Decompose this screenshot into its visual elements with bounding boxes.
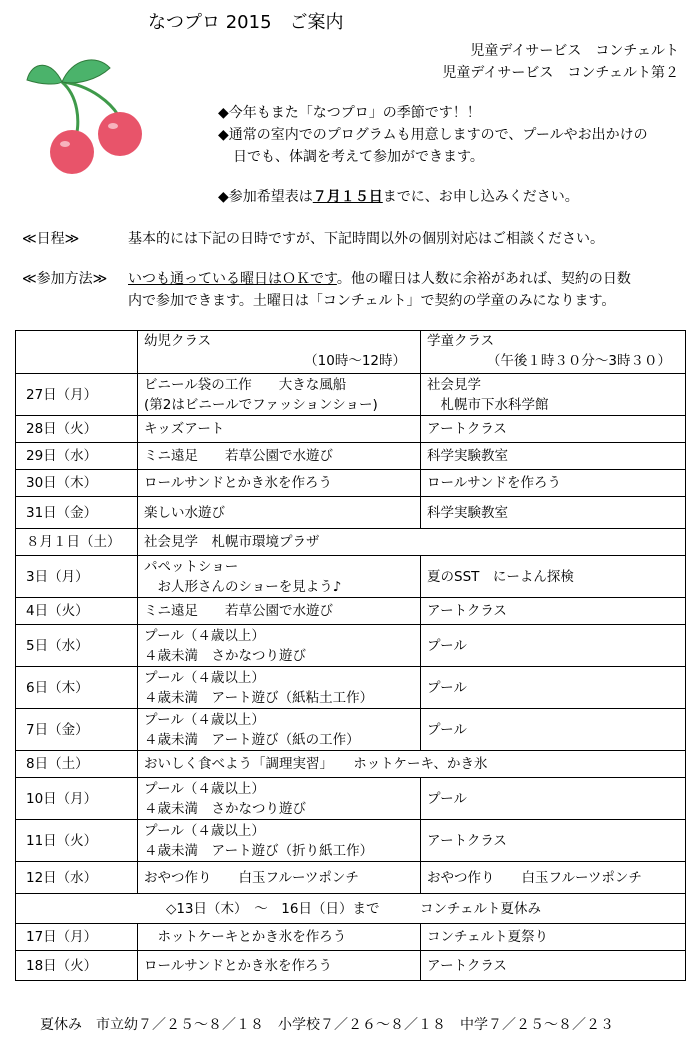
date-cell	[16, 556, 138, 598]
date-cell	[16, 497, 138, 529]
school-activity-cell	[421, 470, 686, 497]
infant-activity-cell	[138, 709, 421, 751]
notice-bullet-2-cont: 日でも、体調を考えて参加ができます。	[233, 149, 484, 165]
date-cell	[16, 443, 138, 470]
table-row	[16, 820, 686, 862]
infant-activity-cell-text: ４歳未満 アート遊び（紙の工作）	[144, 731, 360, 748]
school-activity-cell-text: アートクラス	[427, 603, 507, 619]
table-row	[16, 374, 686, 416]
school-activity-cell	[421, 625, 686, 667]
table-row	[16, 470, 686, 497]
header-infant: 幼児クラス	[144, 333, 212, 349]
infant-activity-cell-text: ミニ遠足 若草公園で水遊び	[144, 603, 333, 619]
table-row	[16, 894, 686, 924]
date-cell-text: 3日（月）	[26, 568, 89, 585]
infant-activity-cell	[138, 778, 421, 820]
infant-activity-cell-text: (第2はビニールでファッションショー)	[144, 396, 378, 413]
infant-activity-cell	[138, 951, 421, 981]
infant-activity-cell-text: ４歳未満 さかなつり遊び	[144, 647, 306, 664]
date-cell	[16, 470, 138, 497]
infant-activity-cell-text: ミニ遠足 若草公園で水遊び	[144, 448, 333, 464]
infant-activity-cell-text: ４歳未満 アート遊び（紙粘土工作）	[144, 689, 374, 706]
date-cell	[16, 374, 138, 416]
infant-activity-cell-text: ホットケーキとかき氷を作ろう	[144, 929, 347, 945]
date-cell-text: ８月１日（土）	[26, 534, 121, 550]
date-cell	[16, 778, 138, 820]
date-cell-text: 10日（月）	[26, 790, 98, 807]
cherry-illustration	[22, 50, 162, 180]
date-cell-text: 18日（火）	[26, 957, 98, 974]
table-row	[16, 529, 686, 556]
deadline-date: ７月１５日	[312, 189, 383, 205]
date-cell-text: 28日（火）	[26, 421, 98, 437]
participation-text-1	[128, 268, 631, 288]
deadline-post: までに、お申し込みください。	[382, 189, 579, 205]
school-activity-cell-text: プール	[427, 721, 467, 738]
table-header-row	[16, 331, 686, 374]
infant-activity-cell	[138, 443, 421, 470]
table-row	[16, 598, 686, 625]
schedule-label: ≪日程≫	[22, 231, 80, 247]
school-activity-cell-text: 科学実験教室	[427, 448, 508, 464]
table-row	[16, 625, 686, 667]
table-row	[16, 556, 686, 598]
school-activity-cell-text: アートクラス	[427, 421, 507, 437]
school-activity-cell-text: 札幌市下水科学館	[427, 396, 549, 413]
date-cell	[16, 820, 138, 862]
header-infant-time: （10時〜12時）	[304, 353, 406, 369]
header-infant-cell	[138, 331, 421, 374]
school-activity-cell	[421, 924, 686, 951]
infant-activity-cell	[138, 924, 421, 951]
date-cell-text: 7日（金）	[26, 721, 89, 738]
deadline-pre: ◆参加希望表は	[218, 189, 313, 205]
date-cell-text: 4日（火）	[26, 603, 89, 619]
date-cell	[16, 416, 138, 443]
notice-bullet-1: ◆今年もまた「なつプロ」の季節です！！	[218, 105, 481, 121]
date-cell-text: 27日（月）	[26, 386, 98, 403]
school-activity-cell	[421, 951, 686, 981]
school-activity-cell-text: 夏のSST にーよん探検	[427, 568, 574, 585]
table-row	[16, 951, 686, 981]
date-cell-text: 5日（水）	[26, 637, 89, 654]
school-activity-cell-text: プール	[427, 637, 467, 654]
infant-activity-cell-text: お人形さんのショーを見よう♪	[144, 578, 342, 595]
header-school-time: （午後１時３０分〜3時３０）	[486, 353, 671, 369]
schedule-table	[15, 330, 686, 981]
infant-activity-cell-text: ロールサンドとかき氷を作ろう	[144, 475, 333, 491]
school-activity-cell-text: 社会見学	[427, 376, 481, 393]
infant-activity-cell-text: ４歳未満 アート遊び（折り紙工作）	[144, 842, 374, 859]
schedule-text: 基本的には下記の日時ですが、下記時間以外の個別対応はご相談ください。	[128, 231, 604, 247]
infant-activity-cell-text: 楽しい水遊び	[144, 504, 225, 521]
joint-activity-cell-text: おいしく食べよう「調理実習」 ホットケーキ、かき氷	[144, 756, 488, 772]
school-activity-cell	[421, 374, 686, 416]
date-cell	[16, 862, 138, 894]
date-cell-text: 29日（水）	[26, 448, 98, 464]
infant-activity-cell-text: ビニール袋の工作 大きな風船	[144, 376, 347, 393]
infant-activity-cell	[138, 667, 421, 709]
date-cell-text: 6日（木）	[26, 679, 89, 696]
header-school-cell	[421, 331, 686, 374]
date-cell	[16, 951, 138, 981]
infant-activity-cell-text: プール（４歳以上）	[144, 669, 265, 686]
date-cell-text: 11日（火）	[26, 832, 98, 849]
page-title: なつプロ 2015 ご案内	[148, 12, 344, 33]
date-cell	[16, 667, 138, 709]
table-row	[16, 416, 686, 443]
joint-activity-cell	[138, 751, 686, 778]
table-row	[16, 709, 686, 751]
school-activity-cell-text: ロールサンドを作ろう	[427, 475, 562, 491]
date-cell	[16, 924, 138, 951]
school-activity-cell	[421, 598, 686, 625]
school-activity-cell-text: コンチェルト夏祭り	[427, 929, 549, 945]
notice-bullet-2: ◆通常の室内でのプログラムも用意しますので、プールやお出かけの	[218, 127, 648, 143]
school-activity-cell	[421, 497, 686, 529]
table-row	[16, 497, 686, 529]
infant-activity-cell-text: ロールサンドとかき氷を作ろう	[144, 957, 333, 974]
infant-activity-cell	[138, 820, 421, 862]
joint-activity-cell-text: 社会見学 札幌市環境プラザ	[144, 534, 320, 550]
infant-activity-cell	[138, 862, 421, 894]
school-activity-cell	[421, 709, 686, 751]
table-row	[16, 751, 686, 778]
infant-activity-cell-text: プール（４歳以上）	[144, 822, 265, 839]
school-activity-cell-text: おやつ作り 白玉フルーツポンチ	[427, 869, 642, 886]
school-activity-cell	[421, 443, 686, 470]
date-cell-text: 17日（月）	[26, 929, 98, 945]
joint-activity-cell	[138, 529, 686, 556]
participation-rest: 。他の曜日は人数に余裕があれば、契約の日数	[336, 271, 631, 287]
date-cell	[16, 598, 138, 625]
participation-text-2: 内で参加できます。土曜日は「コンチェルト」で契約の学童のみになります。	[128, 293, 616, 309]
infant-activity-cell	[138, 625, 421, 667]
date-cell	[16, 625, 138, 667]
infant-activity-cell-text: プール（４歳以上）	[144, 627, 265, 644]
school-activity-cell	[421, 862, 686, 894]
table-row	[16, 667, 686, 709]
infant-activity-cell	[138, 598, 421, 625]
infant-activity-cell	[138, 374, 421, 416]
date-cell	[16, 529, 138, 556]
school-activity-cell	[421, 556, 686, 598]
notice-bullet-3	[218, 186, 579, 206]
table-row	[16, 862, 686, 894]
organization-name-2: 児童デイサービス コンチェルト第２	[442, 65, 679, 81]
table-row	[16, 443, 686, 470]
header-school: 学童クラス	[427, 333, 495, 349]
school-activity-cell	[421, 778, 686, 820]
school-activity-cell	[421, 820, 686, 862]
closure-cell	[16, 894, 686, 924]
date-cell	[16, 709, 138, 751]
school-activity-cell-text: アートクラス	[427, 957, 507, 974]
infant-activity-cell-text: プール（４歳以上）	[144, 711, 265, 728]
infant-activity-cell-text: キッズアート	[144, 421, 225, 437]
infant-activity-cell-text: パペットショー	[144, 558, 239, 575]
school-activity-cell	[421, 667, 686, 709]
infant-activity-cell	[138, 497, 421, 529]
table-row	[16, 924, 686, 951]
infant-activity-cell-text: おやつ作り 白玉フルーツポンチ	[144, 869, 359, 886]
date-cell-text: 31日（金）	[26, 504, 98, 521]
school-activity-cell	[421, 416, 686, 443]
table-row	[16, 778, 686, 820]
date-cell	[16, 751, 138, 778]
participation-label: ≪参加方法≫	[22, 271, 108, 287]
date-cell-text: 12日（水）	[26, 869, 98, 886]
school-activity-cell-text: プール	[427, 790, 467, 807]
closure-cell-text: ◇13日（木） 〜 16日（日）まで コンチェルト夏休み	[165, 900, 542, 917]
school-activity-cell-text: 科学実験教室	[427, 504, 508, 521]
date-cell-text: 8日（土）	[26, 756, 89, 772]
infant-activity-cell	[138, 470, 421, 497]
summer-break-footer: 夏休み 市立幼７／２５〜８／１８ 小学校７／２６〜８／１８ 中学７／２５〜８／２３	[40, 1017, 614, 1033]
infant-activity-cell-text: プール（４歳以上）	[144, 780, 265, 797]
organization-name: 児童デイサービス コンチェルト	[470, 43, 679, 59]
participation-emphasis: いつも通っている曜日はＯＫです	[128, 271, 337, 287]
school-activity-cell-text: アートクラス	[427, 832, 507, 849]
infant-activity-cell-text: ４歳未満 さかなつり遊び	[144, 800, 306, 817]
date-cell-text: 30日（木）	[26, 475, 98, 491]
school-activity-cell-text: プール	[427, 679, 467, 696]
infant-activity-cell	[138, 416, 421, 443]
infant-activity-cell	[138, 556, 421, 598]
header-date-cell	[16, 331, 138, 374]
